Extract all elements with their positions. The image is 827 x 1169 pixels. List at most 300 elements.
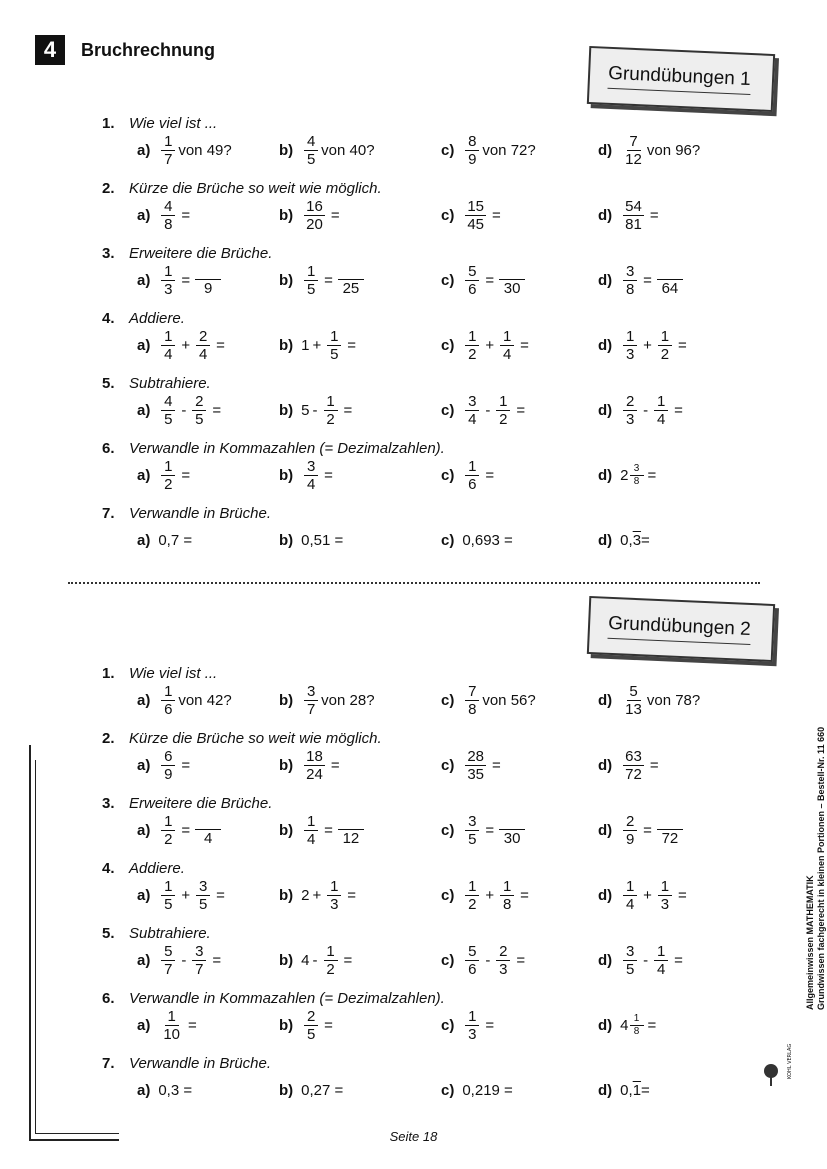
task-instruction: Verwandle in Brüche. [129,505,272,522]
denominator: 5 [164,410,173,428]
numerator: 1 [465,879,479,896]
answer-blank[interactable] [338,264,364,296]
task-heading [102,795,272,812]
task-instruction: Wie viel ist ... [129,665,218,682]
denominator: 8 [502,895,512,913]
subtask-label: c) [441,336,455,354]
numerator: 3 [192,944,206,961]
subtask-label: d) [598,821,613,839]
operator: + [181,886,191,904]
answer-blank[interactable] [338,814,364,846]
subtask-label: c) [441,531,455,549]
subtask-label: a) [137,1081,151,1099]
subtask-c [441,878,532,912]
numerator: 3 [465,814,479,831]
operator: = [677,336,687,354]
fraction [161,1009,182,1042]
operator: + [643,886,652,904]
numerator: 3 [630,464,644,476]
operator: = [520,336,529,354]
denominator: 2 [499,410,508,428]
fraction [496,394,510,427]
blank-numerator[interactable] [195,814,221,830]
task-heading [102,180,382,197]
denominator: 7 [164,960,173,978]
numerator: 3 [623,944,637,961]
subtask-label: b) [279,821,294,839]
fraction [324,944,338,977]
subtask-label: d) [598,271,613,289]
task-number: 3. [102,245,115,262]
subtask-c [441,263,525,297]
operator: = [181,756,191,774]
task-heading [102,245,272,262]
task-heading [102,925,211,942]
denominator: 2 [468,895,477,913]
task-heading [102,990,445,1007]
task-number: 4. [102,310,115,327]
subtask-c [441,748,504,782]
operator: + [485,886,495,904]
subtask-label: c) [441,886,455,904]
subtask-d [598,523,650,557]
denominator: 3 [499,960,508,978]
numerator: 1 [161,264,175,281]
subtask-label: a) [137,466,151,484]
task-number: 3. [102,795,115,812]
denominator: 35 [467,765,485,783]
denominator: 6 [468,280,477,298]
subtask-label: c) [441,466,455,484]
fraction [161,329,175,362]
subtask-label: d) [598,886,613,904]
fraction [465,394,479,427]
numerator: 2 [623,394,637,411]
numerator: 1 [324,394,338,411]
subtask-a [137,263,221,297]
subtask-b [279,813,364,847]
subtask-b [279,133,375,167]
denominator: 2 [326,410,335,428]
subtask-label: d) [598,1081,613,1099]
cut-line-divider [68,582,760,584]
subtask-label: c) [441,401,455,419]
task-heading [102,375,211,392]
fraction [623,879,637,912]
blank-numerator[interactable] [499,814,525,830]
task-heading [102,505,271,522]
denominator: 7 [307,700,316,718]
operator: = [492,756,501,774]
section-stamp-label: Grundübungen 2 [608,613,752,645]
denominator: 3 [626,345,635,363]
subtask-b [279,748,343,782]
question-text: von 28? [321,691,375,709]
numerator: 16 [306,197,323,215]
question-text: von 40? [321,141,375,159]
whole-number: 4 [301,951,310,969]
denominator: 5 [164,895,173,913]
subtask-label: a) [137,886,151,904]
operator: = [181,821,191,839]
denominator: 7 [164,150,173,168]
subtask-label: b) [279,206,294,224]
subtask-c [441,683,536,717]
task-row [0,458,827,492]
task-instruction: Erweitere die Brüche. [129,245,273,262]
operator: = [649,756,659,774]
operator: - [643,951,649,969]
denominator: 4 [468,410,477,428]
operator: = [216,336,225,354]
numerator: 1 [465,1009,479,1026]
task-row [0,813,827,847]
task-number: 6. [102,440,115,457]
fraction [304,749,325,782]
numerator: 7 [627,134,641,151]
fraction [623,944,637,977]
fraction [192,394,206,427]
operator: = [330,206,340,224]
subtask-a [137,813,221,847]
fraction [465,329,479,362]
numerator: 8 [465,134,479,151]
task-instruction: Kürze die Brüche so weit wie möglich. [129,730,382,747]
fraction [654,944,668,977]
denominator: 8 [633,475,640,487]
task-number: 7. [102,505,115,522]
operator: = [216,886,225,904]
operator: - [181,951,187,969]
subtask-c [441,813,525,847]
fraction [465,134,479,167]
operator: = [324,466,333,484]
operator: + [643,336,652,354]
subtask-b [279,878,359,912]
decimal-value: 0,27 = [301,1081,344,1099]
operator: = [516,401,526,419]
blank-numerator[interactable] [338,814,364,830]
answer-blank[interactable] [499,814,525,846]
answer-blank[interactable] [657,814,683,846]
section-stamp-2 [587,596,775,662]
subtask-label: d) [598,401,613,419]
operator: + [312,336,322,354]
fraction [465,459,479,492]
operator: = [643,821,652,839]
fraction [500,329,514,362]
fraction [623,264,637,297]
fraction [496,944,510,977]
subtask-label: d) [598,466,613,484]
subtask-d [598,458,659,492]
subtask-c [441,1008,497,1042]
task-row [0,748,827,782]
subtask-a [137,1073,192,1107]
repeating-digit: 3 [632,531,642,549]
numerator: 2 [192,394,206,411]
denominator: 2 [164,475,173,493]
denominator: 8 [626,280,635,298]
subtask-b [279,523,343,557]
operator: = [485,466,495,484]
fraction [465,879,479,912]
numerator: 3 [465,394,479,411]
numerator: 7 [465,684,479,701]
denominator: 2 [326,960,335,978]
whole-number: 5 [301,401,310,419]
target-denominator: 64 [661,280,679,297]
task-number: 1. [102,115,115,132]
operator: = [647,466,657,484]
numerator: 28 [467,747,485,765]
operator: = [212,401,222,419]
subtask-label: d) [598,756,613,774]
fraction [465,944,479,977]
denominator: 24 [306,765,323,783]
answer-blank[interactable] [195,814,221,846]
operator: = [674,401,683,419]
subtask-label: b) [279,336,294,354]
subtask-label: b) [279,691,294,709]
denominator: 6 [468,475,477,493]
numerator: 1 [161,814,175,831]
operator: = [324,1016,333,1034]
operator: = [643,271,652,289]
target-denominator: 25 [342,280,360,297]
fraction [304,814,318,847]
subtask-label: c) [441,756,455,774]
subtask-a [137,1008,200,1042]
page-number: Seite 18 [389,1129,438,1144]
task-heading [102,730,382,747]
denominator: 72 [625,765,642,783]
task-number: 2. [102,180,115,197]
denominator: 5 [307,280,316,298]
task-number: 1. [102,665,115,682]
subtask-a [137,393,224,427]
subtask-label: d) [598,206,613,224]
subtask-label: b) [279,886,294,904]
numerator: 2 [196,329,210,346]
subtask-a [137,458,193,492]
subtask-a [137,748,193,782]
fraction [196,879,210,912]
blank-numerator[interactable] [338,264,364,280]
blank-numerator[interactable] [657,264,683,280]
subtask-label: a) [137,1016,151,1034]
denominator: 5 [307,1025,316,1043]
subtask-label: b) [279,1016,294,1034]
operator: = [343,951,353,969]
fraction [196,329,210,362]
whole-number: 4 [620,1016,629,1034]
task-instruction: Wie viel ist ... [129,115,218,132]
operator: = [181,206,191,224]
denominator: 12 [625,150,642,168]
task-heading [102,310,185,327]
numerator: 1 [327,879,341,896]
operator: - [181,401,187,419]
numerator: 1 [623,879,637,896]
denominator: 9 [468,150,477,168]
numerator: 1 [165,1009,179,1026]
decimal-value: 0, [620,1081,633,1099]
fraction [324,394,338,427]
fraction [304,459,318,492]
denominator: 6 [164,700,173,718]
subtask-label: a) [137,206,151,224]
operator: = [649,206,659,224]
fraction [161,814,175,847]
fraction [630,464,644,487]
numerator: 1 [500,879,514,896]
denominator: 5 [626,960,635,978]
subtask-label: a) [137,271,151,289]
fraction [161,264,175,297]
fraction [465,814,479,847]
fraction [161,749,175,782]
subtask-d [598,393,686,427]
operator: - [643,401,649,419]
subtask-label: d) [598,951,613,969]
fraction [161,879,175,912]
denominator: 4 [657,960,666,978]
numerator: 2 [304,1009,318,1026]
task-row [0,523,827,557]
fraction [304,684,318,717]
denominator: 13 [625,700,642,718]
subtask-d [598,748,662,782]
numerator: 2 [496,944,510,961]
denominator: 7 [195,960,204,978]
numerator: 1 [654,944,668,961]
fraction [623,199,644,232]
frame-line [29,745,31,1140]
side-line-2: Grundwissen fachgerecht in kleinen Portionen – Bestell-Nr. 11 660 [816,726,826,1010]
denominator: 4 [626,895,635,913]
section-stamp-label: Grundübungen 1 [608,63,752,95]
fraction [465,749,486,782]
tree-logo-icon [762,1043,793,1088]
subtask-b [279,393,355,427]
denominator: 3 [660,895,670,913]
operator: = [347,886,357,904]
numerator: 5 [465,264,479,281]
task-instruction: Erweitere die Brüche. [129,795,273,812]
fraction [623,814,637,847]
subtask-d [598,328,690,362]
task-heading [102,115,217,132]
decimal-value: 0,51 = [301,531,344,549]
target-denominator: 12 [342,830,360,847]
subtask-d [598,1008,659,1042]
numerator: 1 [161,329,175,346]
numerator: 15 [467,197,485,215]
subtask-label: b) [279,271,294,289]
subtask-d [598,813,683,847]
denominator: 3 [468,1025,477,1043]
fraction [623,749,644,782]
task-number: 6. [102,990,115,1007]
blank-numerator[interactable] [195,264,221,280]
publisher-logo [762,1043,793,1088]
subtask-b [279,683,375,717]
task-number: 5. [102,925,115,942]
decimal-value: 0, [620,531,633,549]
subtask-label: b) [279,1081,294,1099]
numerator: 3 [623,264,637,281]
denominator: 81 [625,215,642,233]
denominator: 4 [164,345,173,363]
fraction [161,134,175,167]
blank-numerator[interactable] [657,814,683,830]
blank-numerator[interactable] [499,264,525,280]
target-denominator: 72 [661,830,679,847]
denominator: 3 [330,895,339,913]
operator: - [485,401,491,419]
operator: + [181,336,191,354]
whole-number: 2 [301,886,310,904]
numerator: 1 [304,264,318,281]
operator: - [312,951,318,969]
subtask-label: d) [598,141,613,159]
fraction [623,684,644,717]
subtask-d [598,198,662,232]
numerator: 1 [324,944,338,961]
denominator: 4 [307,475,316,493]
numerator: 1 [161,879,175,896]
numerator: 1 [161,134,175,151]
operator: = [520,886,529,904]
task-instruction: Verwandle in Brüche. [129,1055,272,1072]
numerator: 1 [658,879,672,896]
fraction [465,1009,479,1042]
fraction [304,134,318,167]
numerator: 1 [465,459,479,476]
denominator: 5 [198,895,208,913]
repeating-digit: 1 [632,1081,642,1099]
denominator: 5 [307,150,316,168]
denominator: 5 [195,410,204,428]
subtask-c [441,1073,513,1107]
subtask-label: c) [441,1081,455,1099]
denominator: 4 [198,345,208,363]
task-number: 5. [102,375,115,392]
fraction [161,394,175,427]
operator: = [188,1016,197,1034]
answer-blank[interactable] [499,264,525,296]
subtask-c [441,393,528,427]
subtask-b [279,458,336,492]
subtask-d [598,878,690,912]
answer-blank[interactable] [657,264,683,296]
numerator: 1 [465,329,479,346]
fraction [327,329,341,362]
answer-blank[interactable] [195,264,221,296]
numerator: 1 [623,329,637,346]
subtask-label: b) [279,466,294,484]
task-row [0,133,827,167]
fraction [623,134,644,167]
subtask-label: a) [137,951,151,969]
task-row [0,943,827,977]
question-text: von 49? [178,141,232,159]
question-text: von 56? [482,691,536,709]
denominator: 8 [468,700,477,718]
operator: = [324,821,333,839]
logo-brand-text: KOHL VERLAG [787,1043,793,1079]
